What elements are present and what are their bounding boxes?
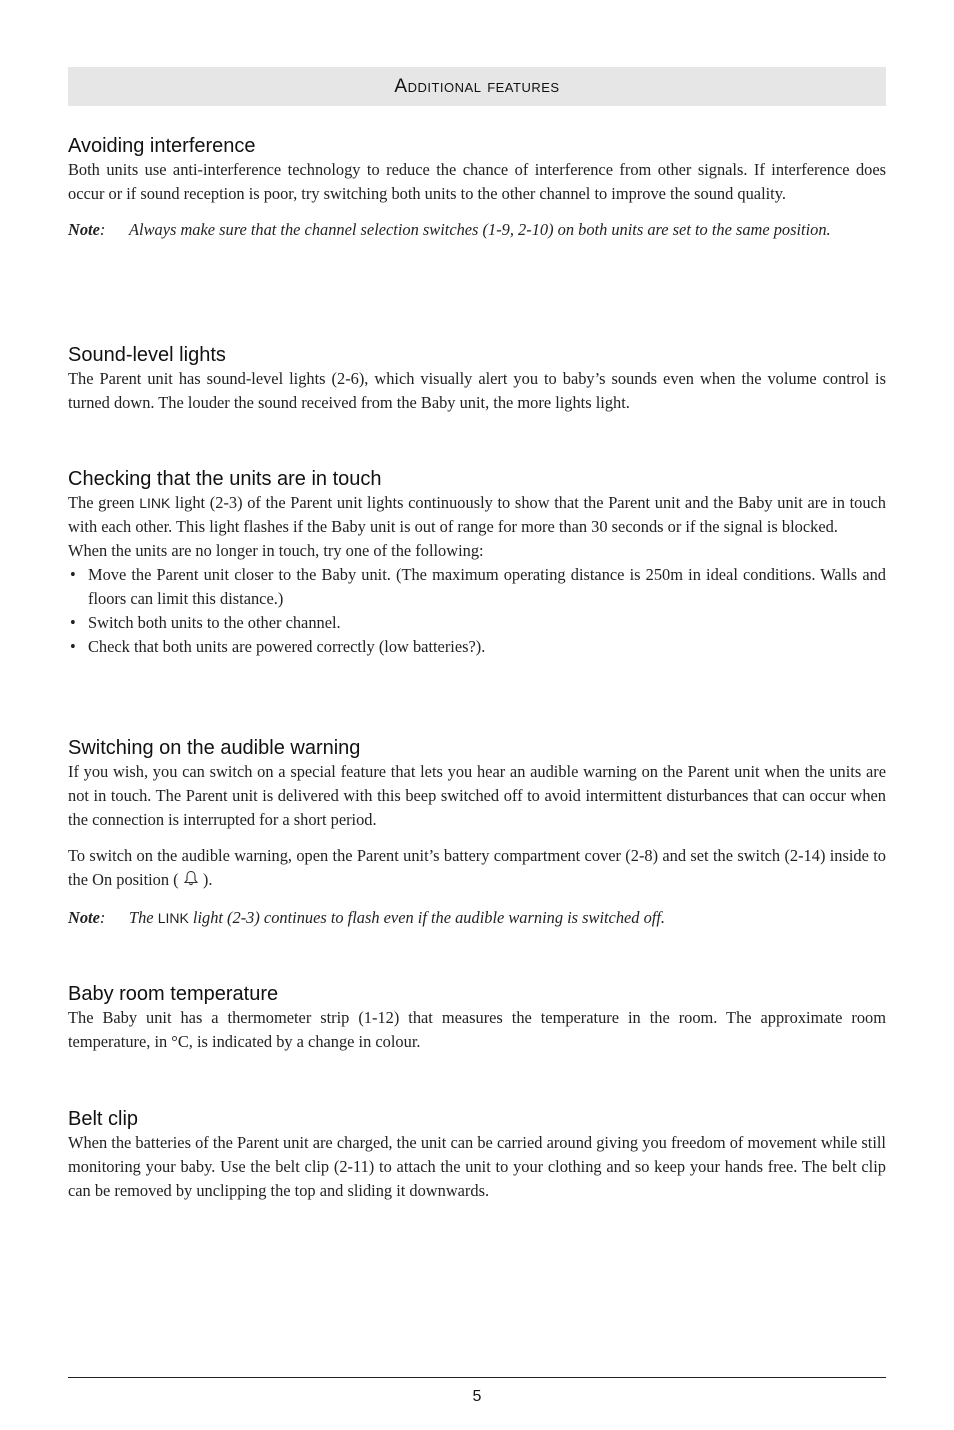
heading-audible-warning: Switching on the audible warning [68, 737, 361, 759]
paragraph-sound-level-lights: The Parent unit has sound-level lights (2-6), which visually alert you to baby’s sounds even when the volume control is turned down. The louder the sound received from the Baby unit, the more lights light. [68, 369, 886, 412]
link-word: LINK [139, 495, 171, 511]
troubleshooting-list [68, 563, 886, 659]
page [68, 67, 886, 1200]
section-room-temperature [68, 982, 886, 1054]
note-text: The LINK light (2-3) continues to flash even if the audible warning is switched off. [129, 908, 665, 927]
section-banner [68, 67, 886, 106]
note-label: Note: [68, 908, 106, 927]
heading-room-temperature: Baby room temperature [68, 983, 279, 1005]
list-item: • Move the Parent unit closer to the Baby unit. (The maximum operating distance is 250m in ideal conditions. Walls and floors can limit this distance.) [68, 563, 886, 611]
paragraph-audible-warning-2: To switch on the audible warning, open the Parent unit’s battery compartment cover (2-8) and set the switch (2-14) inside to the On position ( ). [68, 844, 886, 894]
section-audible-warning [68, 736, 886, 930]
paragraph-room-temperature: The Baby unit has a thermometer strip (1-12) that measures the temperature in the room. The approximate room temperature, in °C, is indicated by a change in colour. [68, 1008, 886, 1051]
list-item: • Check that both units are powered correctly (low batteries?). [68, 635, 886, 659]
section-avoiding-interference [68, 134, 886, 242]
paragraph-in-touch: The green LINK light (2-3) of the Parent unit lights continuously to show that the Parent unit and the Baby unit are in touch with each other. This light flashes if the Baby unit is out of range for more than 30 seconds or if the signal is blocked. [68, 493, 886, 536]
note-link-light [68, 906, 886, 930]
list-item: • Switch both units to the other channel. [68, 611, 886, 635]
heading-in-touch: Checking that the units are in touch [68, 468, 382, 490]
note-channel [68, 218, 886, 242]
section-in-touch [68, 467, 886, 659]
paragraph-avoiding-interference: Both units use anti-interference technology to reduce the chance of interference from other signals. If interference does occur or if sound reception is poor, try switching both units to the other channel to improve the sound quality. [68, 160, 886, 203]
section-sound-level-lights [68, 343, 886, 415]
bell-icon [183, 870, 199, 894]
paragraph-audible-warning-1: If you wish, you can switch on a special feature that lets you hear an audible warning on the Parent unit when the units are not in touch. The Parent unit is delivered with this beep switched off to avoid intermittent disturbances that can occur when the connection is interrupted for a short period. [68, 762, 886, 829]
banner-title: Additional features [394, 75, 560, 97]
paragraph-belt-clip: When the batteries of the Parent unit are charged, the unit can be carried around giving you freedom of movement while still monitoring your baby. Use the belt clip (2-11) to attach the unit to your clothing and so keep your hands free. The belt clip can be removed by unclipping the top and sliding it downwards. [68, 1133, 886, 1200]
section-belt-clip [68, 1107, 886, 1203]
note-text: Always make sure that the channel selection switches (1-9, 2-10) on both units are set to the same position. [129, 220, 831, 239]
heading-avoiding-interference: Avoiding interference [68, 135, 256, 157]
heading-belt-clip: Belt clip [68, 1108, 139, 1130]
note-label: Note: [68, 220, 106, 239]
heading-sound-level-lights: Sound-level lights [68, 344, 226, 366]
paragraph-in-touch-intro: When the units are no longer in touch, try one of the following: [68, 541, 484, 560]
footer-rule [68, 1377, 886, 1378]
page-number: 5 [472, 1388, 482, 1405]
link-word: LINK [157, 910, 189, 926]
